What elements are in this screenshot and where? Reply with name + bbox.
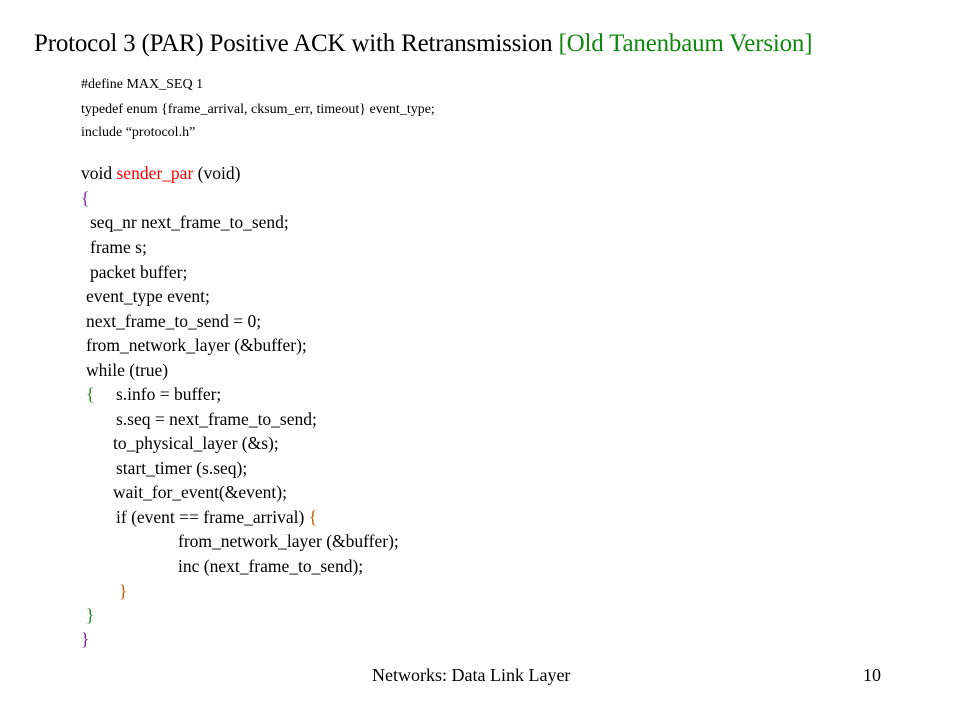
decl-seq-line: seq_nr next_frame_to_send;: [90, 212, 289, 232]
inc-line: inc (next_frame_to_send);: [178, 556, 364, 576]
slide-title: [34, 26, 812, 62]
function-signature: [81, 162, 240, 184]
from-network-line-1: from_network_layer (&buffer);: [86, 335, 307, 355]
loop-info-line: s.info = buffer;: [116, 384, 222, 404]
decl-frame-line: frame s;: [90, 237, 147, 257]
footer-label: Networks: Data Link Layer: [372, 665, 571, 685]
slide-title-version: [Old Tanenbaum Version]: [558, 30, 813, 57]
signature-return-type: void: [81, 163, 117, 183]
function-open-brace: {: [81, 188, 90, 208]
if-line: [116, 506, 317, 528]
decl-packet-line: packet buffer;: [90, 262, 188, 282]
init-next-line: next_frame_to_send = 0;: [86, 311, 262, 331]
include-line: include “protocol.h”: [81, 125, 196, 140]
start-timer-line: start_timer (s.seq);: [116, 458, 248, 478]
if-close-brace: }: [119, 581, 128, 601]
loop-close-brace: }: [86, 605, 95, 625]
to-physical-line: to_physical_layer (&s);: [113, 433, 279, 453]
from-network-line-2: from_network_layer (&buffer);: [178, 531, 399, 551]
function-close-brace: }: [81, 629, 90, 649]
decl-event-line: event_type event;: [86, 286, 210, 306]
typedef-line: typedef enum {frame_arrival, cksum_err, timeout} event_type;: [81, 102, 435, 117]
signature-params: (void): [193, 163, 241, 183]
loop-seq-line: s.seq = next_frame_to_send;: [116, 409, 317, 429]
function-name: sender_par: [116, 163, 194, 183]
page-number: 10: [863, 665, 881, 685]
if-open-brace: {: [308, 507, 318, 527]
wait-event-line: wait_for_event(&event);: [113, 482, 287, 502]
define-line: #define MAX_SEQ 1: [81, 77, 204, 92]
while-line: while (true): [86, 360, 169, 380]
if-condition: if (event == frame_arrival): [116, 507, 309, 527]
slide-title-main: Protocol 3 (PAR) Positive ACK with Retransmission: [34, 30, 559, 57]
loop-open-brace: {: [86, 384, 95, 404]
